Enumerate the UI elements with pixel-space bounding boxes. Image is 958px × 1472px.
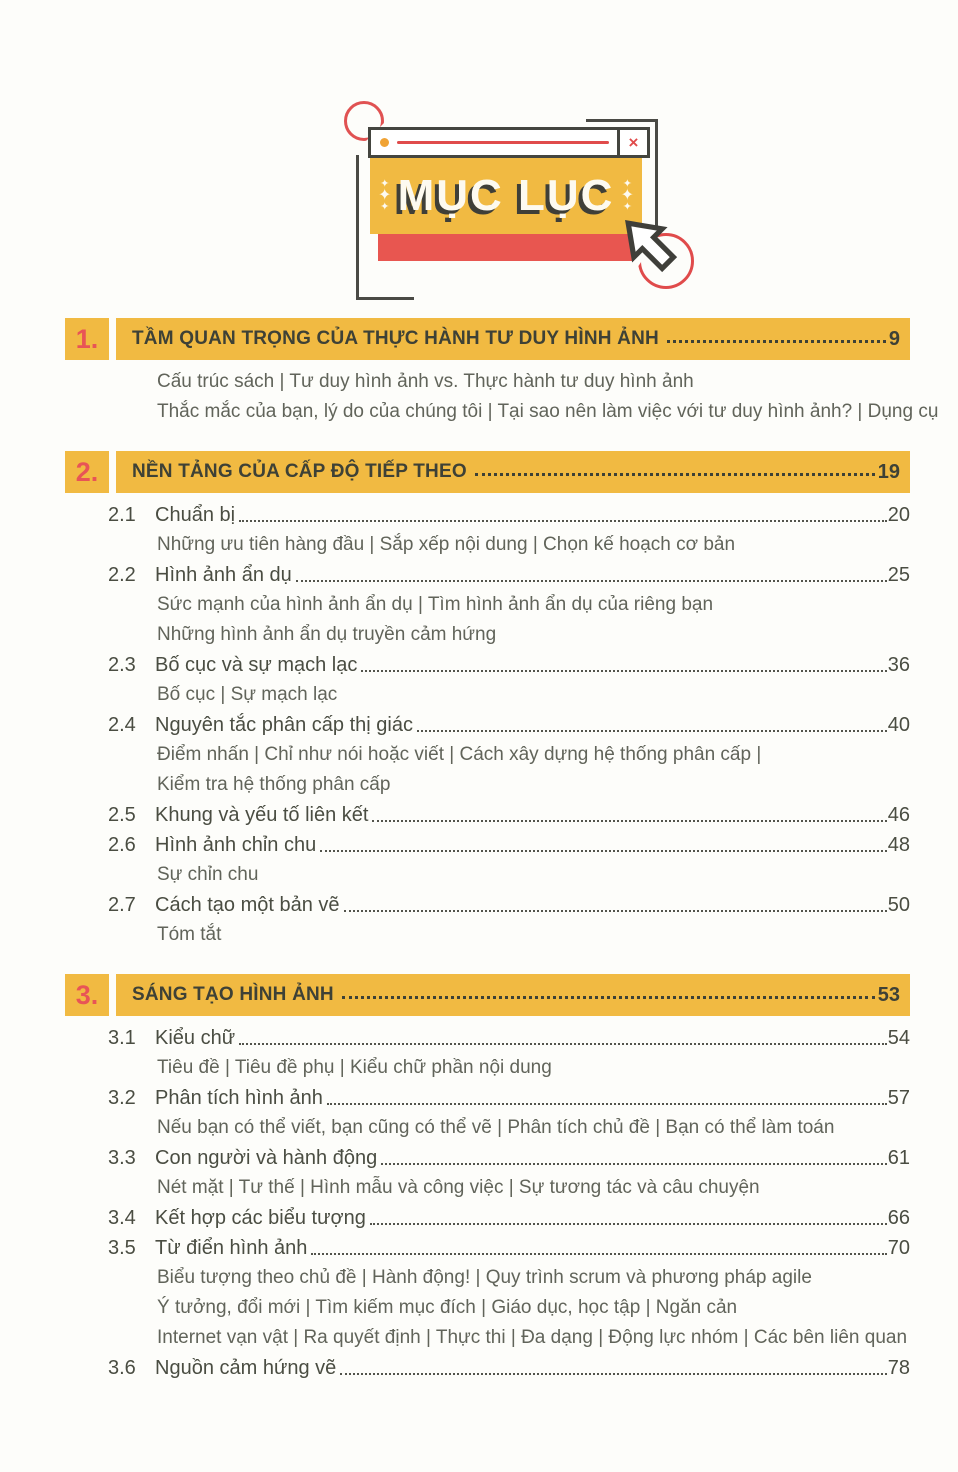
subtopics-text: Ý tưởng, đổi mới | Tìm kiếm mục đích | Giáo dục, học tập | Ngăn cản [157,1297,738,1318]
sparkle-icon: ✦ ✦ ✦ [378,177,392,213]
entry-title: Kết hợp các biểu tượng [155,1207,366,1229]
subtopics-text: Sức mạnh của hình ảnh ẩn dụ | Tìm hình ảnh ẩn dụ của riêng bạn [157,594,714,615]
subtopics-text: Điểm nhấn | Chỉ như nói hoặc viết | Cách xây dựng hệ thống phân cấp | [157,744,762,765]
dotted-leader [342,996,875,999]
entry-number: 3.6 [108,1357,136,1379]
subtopics-text: Những ưu tiên hàng đầu | Sắp xếp nội dung | Chọn kế hoạch cơ bản [157,534,736,555]
entry-title: Phân tích hình ảnh [155,1087,323,1109]
entry-page-number: 50 [887,894,910,916]
subtopics-text: Tiêu đề | Tiêu đề phụ | Kiểu chữ phần nội dung [157,1057,552,1078]
entry-page-number: 25 [887,564,910,586]
section-title: TẦM QUAN TRỌNG CỦA THỰC HÀNH TƯ DUY HÌNH ẢNH [132,328,659,349]
entry-title: Bố cục và sự mạch lạc [155,654,358,676]
dotted-leader [361,670,886,672]
window-titlebar [368,127,650,158]
toc-entry [65,1143,910,1173]
entry-title: Nguyên tắc phân cấp thị giác [155,714,413,736]
section-page-number: 9 [888,328,900,350]
entry-number: 2.1 [108,504,136,526]
entry-page-number: 20 [887,504,910,526]
entry-number: 2.4 [108,714,136,736]
entry-page-number: 46 [887,804,910,826]
toc-subtopics [65,860,910,890]
dotted-leader [340,1373,886,1375]
section-number-badge: 2. [65,451,109,493]
toc-subtopics [65,530,910,560]
toc-subtopics [65,770,910,800]
entry-page-number: 78 [887,1357,910,1379]
toc-section [65,318,939,427]
entry-number: 2.3 [108,654,136,676]
entry-page-number: 70 [887,1237,910,1259]
entry-page-number: 48 [887,834,910,856]
entry-title: Hình ảnh chỉn chu [155,834,317,856]
section-page-number: 19 [877,461,900,483]
title-banner [370,158,642,234]
toc-subtopics [65,680,910,710]
toc-entry [65,650,910,680]
toc-entry [65,560,910,590]
section-number-badge: 3. [65,974,109,1016]
entry-page-number: 40 [887,714,910,736]
entry-title: Khung và yếu tố liên kết [155,804,369,826]
entry-page-number: 36 [887,654,910,676]
entry-number: 3.5 [108,1237,136,1259]
page-title: MỤC LỤC [397,171,615,220]
dotted-leader [475,473,875,476]
section-title: SÁNG TẠO HÌNH ẢNH [132,984,334,1005]
entry-page-number: 57 [887,1087,910,1109]
toc-entry [65,1353,910,1383]
dotted-leader [239,1043,887,1045]
table-of-contents [65,318,939,1407]
subtopics-text: Internet vạn vật | Ra quyết định | Thực thi | Đa dạng | Động lực nhóm | Các bên liên quan [157,1327,908,1348]
toc-entry [65,1233,910,1263]
window-dot-icon [380,138,389,147]
toc-entry [65,800,910,830]
cursor-arrow-icon [608,203,688,283]
toc-entry [65,500,910,530]
section-title-bar [116,451,910,493]
subtopics-text: Kiểm tra hệ thống phân cấp [157,774,391,795]
subtopics-text: Bố cục | Sự mạch lạc [157,684,338,705]
dotted-leader [344,910,887,912]
toc-section-header [65,974,910,1016]
entry-title: Nguồn cảm hứng vẽ [155,1357,337,1379]
toc-entry [65,1023,910,1053]
toc-subtopics [65,590,910,620]
toc-subtopics [65,397,939,427]
entry-page-number: 66 [887,1207,910,1229]
toc-entry [65,1083,910,1113]
subtopics-text: Những hình ảnh ẩn dụ truyền cảm hứng [157,624,497,645]
section-title: NỀN TẢNG CỦA CẤP ĐỘ TIẾP THEO [132,461,467,482]
dotted-leader [370,1223,887,1225]
entry-number: 3.4 [108,1207,136,1229]
entry-title: Chuẩn bị [155,504,236,526]
subtopics-text: Cấu trúc sách | Tư duy hình ảnh vs. Thực hành tư duy hình ảnh [157,371,694,392]
toc-subtopics [65,620,910,650]
dotted-leader [296,580,887,582]
toc-subtopics [65,1173,910,1203]
entry-number: 3.3 [108,1147,136,1169]
entry-page-number: 61 [887,1147,910,1169]
dotted-leader [372,820,886,822]
entry-number: 2.6 [108,834,136,856]
entry-number: 3.1 [108,1027,136,1049]
section-page-number: 53 [877,984,900,1006]
toc-entry [65,710,910,740]
entry-title: Con người và hành động [155,1147,378,1169]
dotted-leader [327,1103,887,1105]
section-number-badge: 1. [65,318,109,360]
toc-entry [65,830,910,860]
toc-section [65,974,910,1383]
red-underline-bar [378,234,634,261]
toc-subtopics [65,1263,910,1293]
entry-title: Cách tạo một bản vẽ [155,894,340,916]
subtopics-text: Sự chỉn chu [157,864,259,885]
subtopics-text: Nét mặt | Tư thế | Hình mẫu và công việc | Sự tương tác và câu chuyện [157,1177,760,1198]
entry-number: 2.5 [108,804,136,826]
toc-subtopics [65,1113,910,1143]
entry-page-number: 54 [887,1027,910,1049]
entry-number: 3.2 [108,1087,136,1109]
dotted-leader [320,850,887,852]
entry-number: 2.7 [108,894,136,916]
dotted-leader [311,1253,886,1255]
subtopics-text: Biểu tượng theo chủ đề | Hành động! | Quy trình scrum và phương pháp agile [157,1267,812,1288]
section-title-bar [116,318,910,360]
dotted-leader [667,340,886,343]
subtopics-text: Tóm tắt [157,924,222,945]
entry-number: 2.2 [108,564,136,586]
dotted-leader [381,1163,887,1165]
close-icon: × [617,130,647,155]
dotted-leader [417,730,887,732]
toc-entry [65,1203,910,1233]
sparkle-icon: ✦ ✦ ✦ [620,177,634,213]
entry-title: Hình ảnh ẩn dụ [155,564,292,586]
subtopics-text: Thắc mắc của bạn, lý do của chúng tôi | Tại sao nên làm việc với tư duy hình ảnh? | Dụng cụ [157,401,939,422]
toc-section [65,451,910,950]
section-title-bar [116,974,910,1016]
toc-subtopics [65,367,910,397]
header-graphic [338,95,713,300]
toc-section-header [65,318,910,360]
toc-subtopics [65,1323,910,1353]
dotted-leader [239,520,887,522]
entry-title: Từ điển hình ảnh [155,1237,308,1259]
toc-subtopics [65,920,910,950]
toc-subtopics [65,740,910,770]
toc-subtopics [65,1293,910,1323]
subtopics-text: Nếu bạn có thể viết, bạn cũng có thể vẽ | Phân tích chủ đề | Bạn có thể làm toán [157,1117,835,1138]
toc-section-header [65,451,910,493]
entry-title: Kiểu chữ [155,1027,236,1049]
toc-subtopics [65,1053,910,1083]
toc-entry [65,890,910,920]
address-line-decoration [397,141,609,144]
